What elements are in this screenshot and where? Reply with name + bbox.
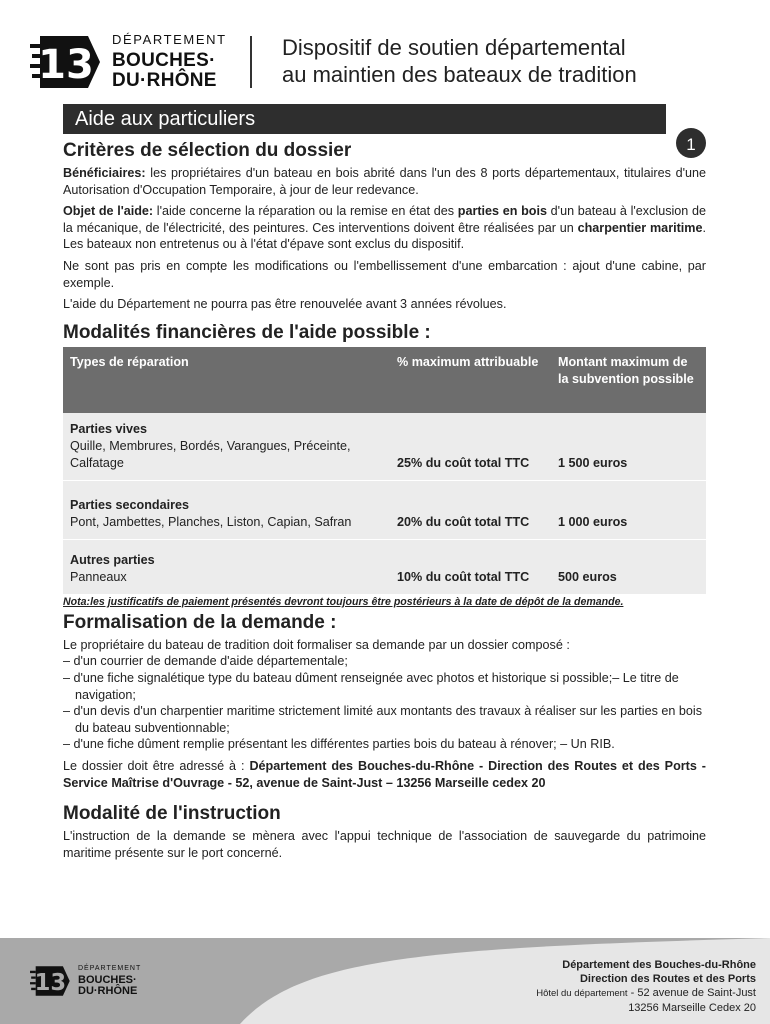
- objet-text-3: . Les bateaux non entretenus ou à l'état d'épave sont exclus du dispositif.: [63, 220, 706, 252]
- page-title: [282, 34, 637, 88]
- logo-dept-label: DÉPARTEMENT: [112, 32, 227, 47]
- instruction-text: L'instruction de la demande se mènera avec l'appui technique de l'association de sauvegarde du patrimoine maritime présente sur le port concerné.: [63, 829, 706, 860]
- table-header-row: [63, 347, 706, 413]
- department-logo: [30, 28, 245, 94]
- financing-table: [63, 347, 706, 595]
- row-amount: 500 euros: [551, 539, 706, 594]
- footer-logo-dept: DÉPARTEMENT: [78, 965, 142, 972]
- footer-logo-line1: BOUCHES·: [78, 974, 137, 986]
- footer-line3: [536, 986, 756, 1001]
- col-header-amount: Montant maximum de la subvention possible: [551, 347, 706, 413]
- objet-text-1: l'aide concerne la réparation ou la remise en état des: [153, 204, 458, 219]
- adresse-label: Le dossier doit être adressé à :: [63, 758, 250, 773]
- col-header-percent: % maximum attribuable: [390, 347, 551, 413]
- row-title: Parties secondaires: [70, 497, 190, 512]
- row-detail: Panneaux: [70, 569, 127, 584]
- footer-line3-text: - 52 avenue de Saint-Just: [627, 987, 756, 999]
- nota-note: Nota:les justificatifs de paiement présentés devront toujours être postérieurs à la date de dépôt de la demande.: [63, 595, 624, 608]
- logo-name-line2: DU·RHÔNE: [112, 70, 217, 91]
- footer-line4: 13256 Marseille Cedex 20: [628, 1002, 756, 1014]
- svg-text:13: 13: [34, 970, 67, 997]
- table-row: [63, 480, 706, 539]
- adresse-bold: Département des Bouches-du-Rhône - Direction des Routes et des Ports - Service Maîtrise d'Ouvrage - 52, avenue de Saint-Just – 13256 Marseille cedex 20: [63, 758, 706, 790]
- footer-line2: Direction des Routes et des Ports: [579, 973, 756, 985]
- row-type-cell: [63, 539, 390, 594]
- formalisation-heading: Formalisation de la demande :: [63, 611, 337, 633]
- table-row: [63, 413, 706, 481]
- svg-text:13: 13: [38, 42, 94, 88]
- adresse-paragraph: [63, 758, 706, 791]
- row-percent: 20% du coût total TTC: [390, 480, 551, 539]
- logo-name-line1: BOUCHES·: [112, 50, 216, 71]
- footer-line3-small: Hôtel du département: [536, 988, 628, 999]
- row-percent: 10% du coût total TTC: [390, 539, 551, 594]
- page-title-line2: au maintien des bateaux de tradition: [282, 62, 637, 87]
- page-number-badge: 1: [676, 128, 706, 158]
- main-content: [63, 140, 706, 866]
- instruction-heading: Modalité de l'instruction: [63, 803, 281, 825]
- list-item: – d'une fiche signalétique type du bateau dûment renseignée avec photos et historique si possible;– Le titre de navigation;: [63, 670, 679, 702]
- list-item: – d'un devis d'un charpentier maritime strictement limité aux montants des travaux à réaliser sur les parties en bois du bateau subventionnable;: [63, 704, 702, 735]
- section-title-bar: Aide aux particuliers: [63, 104, 666, 134]
- col-header-type: Types de réparation: [63, 347, 390, 413]
- beneficiaires-text: les propriétaires d'un bateau en bois abrité dans l'un des 8 ports départementaux, titulaires d'une Autorisation d'Occupation Temporaire, à jour de leur redevance.: [63, 166, 706, 197]
- beneficiaires-label: Bénéficiaires:: [63, 166, 146, 180]
- list-item: – d'une fiche dûment remplie présentant les différentes parties bois du bateau à rénover; – Un RIB.: [63, 737, 615, 752]
- header-divider: [250, 36, 252, 88]
- documents-list: [63, 653, 706, 753]
- department-logo-icon: [30, 32, 104, 92]
- footer-address: [536, 958, 756, 1015]
- row-detail: Pont, Jambettes, Planches, Liston, Capian, Safran: [70, 514, 352, 529]
- row-title: Autres parties: [70, 552, 155, 567]
- criteres-heading: Critères de sélection du dossier: [63, 140, 352, 161]
- formalisation-intro: Le propriétaire du bateau de tradition doit formaliser sa demande par un dossier composé :: [63, 637, 570, 652]
- footer: [0, 938, 770, 1024]
- row-type-cell: [63, 413, 390, 481]
- exclusions-paragraph: Ne sont pas pris en compte les modifications ou l'embellissement d'une embarcation : ajout d'une cabine, par exemple.: [63, 258, 706, 290]
- table-row: [63, 539, 706, 594]
- objet-paragraph: [63, 203, 706, 253]
- row-detail: Quille, Membrures, Bordés, Varangues, Préceinte, Calfatage: [70, 438, 351, 470]
- row-title: Parties vives: [70, 421, 148, 436]
- modalites-heading: Modalités financières de l'aide possible :: [63, 321, 431, 343]
- footer-logo-line2: DU·RHÔNE: [78, 985, 138, 997]
- footer-line1: Département des Bouches-du-Rhône: [562, 959, 756, 971]
- objet-label: Objet de l'aide:: [63, 204, 154, 219]
- row-type-cell: [63, 480, 390, 539]
- row-percent: 25% du coût total TTC: [390, 413, 551, 481]
- objet-text-2: d'un bateau à l'exclusion de la mécanique, de l'électricité, des peintures. Ces interventions doivent être réalisées par un: [63, 204, 706, 235]
- renouvellement-paragraph: L'aide du Département ne pourra pas être renouvelée avant 3 années révolues.: [63, 297, 507, 312]
- objet-bold-1: parties en bois: [457, 204, 547, 219]
- row-amount: 1 500 euros: [551, 413, 706, 481]
- row-amount: 1 000 euros: [551, 480, 706, 539]
- beneficiaires-paragraph: [63, 165, 706, 198]
- objet-bold-2: charpentier maritime: [577, 220, 703, 235]
- footer-logo-icon: [30, 964, 72, 998]
- page-title-line1: Dispositif de soutien départemental: [282, 35, 626, 60]
- list-item: – d'un courrier de demande d'aide départementale;: [63, 654, 348, 669]
